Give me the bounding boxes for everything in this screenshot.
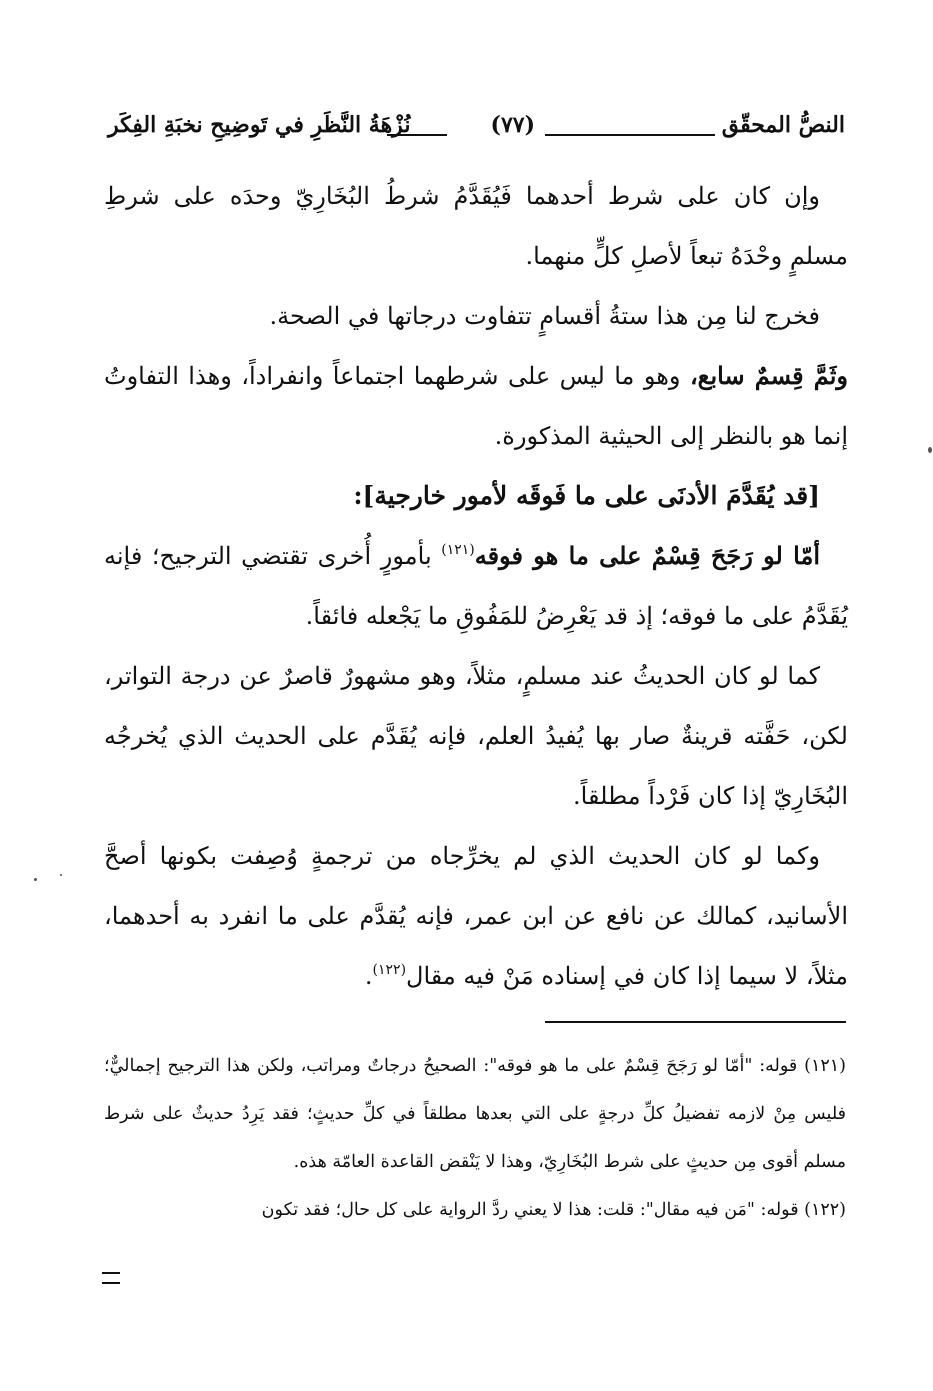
footnotes	[104, 1042, 846, 1234]
header-book-title: نُزْهَةُ النَّظَرِ في تَوضِيحِ نخبَةِ الفِكَر	[108, 112, 411, 138]
footnote-121	[104, 1042, 846, 1186]
scan-speck	[34, 878, 37, 881]
section-heading: [قد يُقَدَّمَ الأدنَى على ما فَوقَه لأمور خارجية]:	[353, 481, 820, 510]
footnote-ref[interactable]: (١٢١)	[441, 542, 475, 558]
header-rule	[545, 134, 715, 136]
paragraph: كما لو كان الحديثُ عند مسلمٍ، مثلاً، وهو مشهورٌ قاصرٌ عن درجة التواتر، لكن، حَفَّته قرينةٌ صار بها يُفيدُ العلم، فإنه يُقَدَّم على الحديث الذي يُخرجُه البُخَارِيّ إذا كان فَرْداً مطلقاً.	[104, 662, 848, 810]
page-number: (٧٧)	[490, 112, 535, 138]
paragraph: فخرج لنا مِن هذا ستةُ أقسامٍ تتفاوت درجاتها في الصحة.	[269, 302, 820, 330]
paragraph	[104, 526, 848, 646]
paragraph-end: .	[364, 962, 373, 990]
paragraph-bold-lead: أمّا لو رَجَحَ قِسْمٌ على ما هو فوقه	[474, 541, 820, 570]
footnote-label: (١٢١) قوله:	[759, 1056, 846, 1076]
page-header	[108, 112, 845, 146]
main-text	[104, 166, 848, 1006]
footnote-divider	[545, 1021, 846, 1023]
footnote-text: "أمّا لو رَجَحَ قِسْمٌ على ما هو فوقه": الصحيحُ درجاتٌ ومراتب، ولكن هذا الترجيح إجماليٌّ؛ فليس مِنْ لازمه تفضيلُ كلِّ درجةٍ على التي بعدها مطلقاً في كلِّ حديثٍ؛ فقد يَرِدُ حديثٌ على شرط مسلم أقوى مِن حديثٍ على شرط البُخَارِيّ، وهذا لا يَنْقض القاعدة العامّة هذه.	[104, 1056, 846, 1172]
paragraph-text: وهو ما ليس على شرطهما اجتماعاً وانفراداً، وهذا التفاوتُ إنما هو بالنظر إلى الحيثية المذكورة.	[104, 362, 848, 450]
paragraph	[104, 346, 848, 466]
continuation-mark	[102, 1272, 120, 1284]
footnote-122	[104, 1186, 846, 1234]
paragraph-text: وكما لو كان الحديث الذي لم يخرِّجاه من ترجمةٍ وُصِفت بكونها أصحَّ الأسانيد، كمالك عن نافع عن ابن عمر، فإنه يُقدَّم على ما انفرد به أحدهما، مثلاً، لا سيما إذا كان في إسناده مَنْ فيه مقال	[104, 842, 848, 990]
paragraph-bold-lead: وثَمَّ قِسمٌ سابع،	[689, 361, 848, 390]
paragraph	[104, 826, 848, 1006]
footnote-ref[interactable]: (١٢٢)	[372, 962, 407, 978]
scan-speck	[928, 447, 932, 453]
footnote-label: (١٢٢) قوله:	[760, 1200, 846, 1220]
paragraph-text: بأمورٍ أُخرى تقتضي الترجيح؛ فإنه يُقَدَّمُ على ما فوقه؛ إذ قد يَعْرِضُ للمَفُوقِ ما يَجْعله فائقاً.	[104, 542, 848, 630]
paragraph: وإن كان على شرط أحدهما فَيُقَدَّمُ شرطُ البُخَارِيّ وحدَه على شرطِ مسلمٍ وحْدَهُ تبعاً لأصلِ كلٍّ منهما.	[104, 182, 848, 270]
footnote-text: "مَن فيه مقال": قلت: هذا لا يعني ردَّ الرواية على كل حال؛ فقد تكون	[261, 1200, 761, 1220]
header-section-title: النصُّ المحقّق	[721, 112, 845, 138]
scan-speck	[60, 874, 62, 876]
